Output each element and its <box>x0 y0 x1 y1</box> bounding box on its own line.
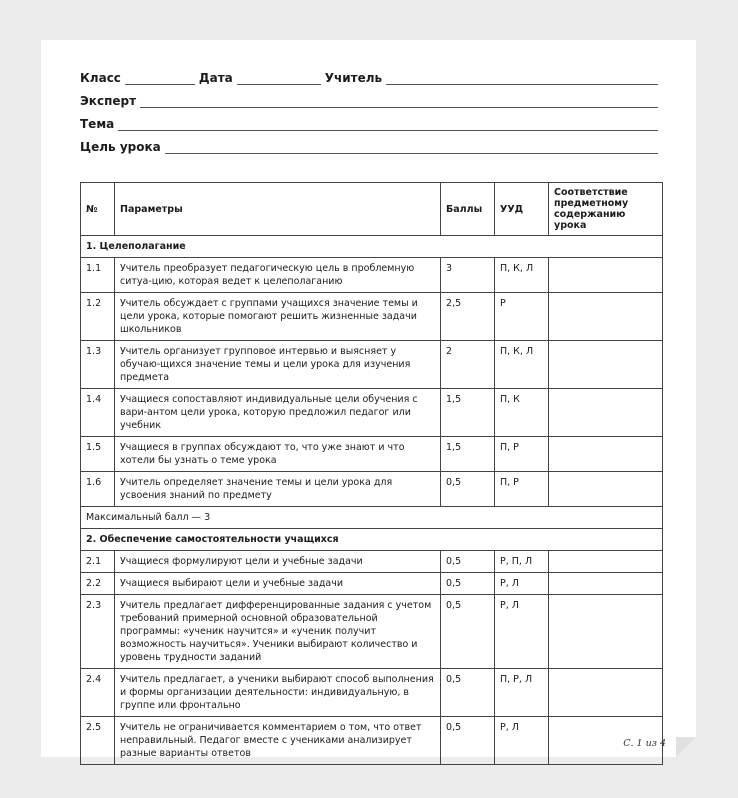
topic-field[interactable] <box>118 118 658 131</box>
date-label: Дата <box>198 71 233 85</box>
row-num: 1.2 <box>81 293 115 341</box>
row-num: 1.5 <box>81 437 115 472</box>
section-title: 1. Целеполагание <box>81 236 663 258</box>
table-row <box>81 389 663 437</box>
teacher-field[interactable] <box>386 72 658 85</box>
topic-label: Тема <box>80 117 115 131</box>
row-score: 0,5 <box>441 551 495 573</box>
row-param: Учитель организует групповое интервью и выясняет у обучаю-щихся значение темы и цели урока для изучения предмета <box>115 341 441 389</box>
row-correspondence[interactable] <box>549 595 663 669</box>
row-num: 1.1 <box>81 258 115 293</box>
row-uud: П, Р <box>495 472 549 507</box>
row-uud: П, К, Л <box>495 258 549 293</box>
row-param: Учитель не ограничивается комментарием о том, что ответ неправильный. Педагог вместе с учениками анализирует разные варианты ответов <box>115 717 441 765</box>
row-score: 2 <box>441 341 495 389</box>
row-param: Учащиеся в группах обсуждают то, что уже знают и что хотели бы узнать о теме урока <box>115 437 441 472</box>
row-param: Учитель предлагает, а ученики выбирают способ выполнения и формы организации деятельности: индивидуальную, в группе или фронтально <box>115 669 441 717</box>
document-page <box>41 40 696 757</box>
col-header-score: Баллы <box>441 183 495 236</box>
row-num: 2.5 <box>81 717 115 765</box>
col-header-params: Параметры <box>115 183 441 236</box>
row-score: 0,5 <box>441 669 495 717</box>
row-num: 2.4 <box>81 669 115 717</box>
row-correspondence[interactable] <box>549 551 663 573</box>
row-param: Учитель преобразует педагогическую цель в проблемную ситуа-цию, которая ведет к целеполаганию <box>115 258 441 293</box>
row-uud: Р, Л <box>495 573 549 595</box>
header-row-class <box>80 69 658 85</box>
row-correspondence[interactable] <box>549 293 663 341</box>
row-num: 1.3 <box>81 341 115 389</box>
goal-label: Цель урока <box>80 140 161 154</box>
row-num: 2.1 <box>81 551 115 573</box>
class-label: Класс <box>80 71 121 85</box>
table-row <box>81 669 663 717</box>
row-score: 0,5 <box>441 595 495 669</box>
row-correspondence[interactable] <box>549 669 663 717</box>
row-uud: П, Р <box>495 437 549 472</box>
row-uud: П, К <box>495 389 549 437</box>
table-row <box>81 293 663 341</box>
row-correspondence[interactable] <box>549 258 663 293</box>
max-score-row <box>81 507 663 529</box>
row-score: 1,5 <box>441 437 495 472</box>
row-correspondence[interactable] <box>549 573 663 595</box>
section-row <box>81 236 663 258</box>
row-num: 1.4 <box>81 389 115 437</box>
header-row-goal <box>80 138 658 154</box>
row-param: Учащиеся сопоставляют индивидуальные цели обучения с вари-антом цели урока, которую предложил педагог или учебник <box>115 389 441 437</box>
header-row-topic <box>80 115 658 131</box>
table-row <box>81 258 663 293</box>
row-uud: Р, Л <box>495 595 549 669</box>
row-uud: Р, Л <box>495 717 549 765</box>
table-row <box>81 341 663 389</box>
table-row <box>81 472 663 507</box>
table-header-row <box>81 183 663 236</box>
row-num: 2.2 <box>81 573 115 595</box>
row-param: Учащиеся выбирают цели и учебные задачи <box>115 573 441 595</box>
col-header-uud: УУД <box>495 183 549 236</box>
row-score: 3 <box>441 258 495 293</box>
row-uud: П, Р, Л <box>495 669 549 717</box>
section-title: 2. Обеспечение самостоятельности учащихся <box>81 529 663 551</box>
row-param: Учитель обсуждает с группами учащихся значение темы и цели урока, которые помогают решить жизненные задачи школьников <box>115 293 441 341</box>
row-param: Учитель предлагает дифференцированные задания с учетом требований примерной основной образовательной программы: «ученик научится» и «ученик получит возможность научиться». Ученики выбирают количество и уровень трудности заданий <box>115 595 441 669</box>
row-correspondence[interactable] <box>549 437 663 472</box>
row-score: 0,5 <box>441 717 495 765</box>
row-score: 2,5 <box>441 293 495 341</box>
page-number: С. 1 из 4 <box>623 738 666 749</box>
row-param: Учитель определяет значение темы и цели урока для усвоения знаний по предмету <box>115 472 441 507</box>
row-score: 1,5 <box>441 389 495 437</box>
goal-field[interactable] <box>165 141 658 154</box>
table-row <box>81 573 663 595</box>
teacher-label: Учитель <box>324 71 383 85</box>
max-score: Максимальный балл — 3 <box>81 507 663 529</box>
evaluation-table <box>80 182 663 765</box>
col-header-correspondence: Соответствие предметному содержанию урока <box>549 183 663 236</box>
class-field[interactable] <box>125 72 195 85</box>
row-score: 0,5 <box>441 573 495 595</box>
row-num: 1.6 <box>81 472 115 507</box>
row-uud: П, К, Л <box>495 341 549 389</box>
row-num: 2.3 <box>81 595 115 669</box>
row-correspondence[interactable] <box>549 389 663 437</box>
header-row-expert <box>80 92 658 108</box>
table-row <box>81 595 663 669</box>
row-correspondence[interactable] <box>549 341 663 389</box>
date-field[interactable] <box>237 72 321 85</box>
row-uud: Р, П, Л <box>495 551 549 573</box>
row-uud: Р <box>495 293 549 341</box>
table-row <box>81 717 663 765</box>
col-header-num: № <box>81 183 115 236</box>
expert-field[interactable] <box>140 95 658 108</box>
section-row <box>81 529 663 551</box>
expert-label: Эксперт <box>80 94 137 108</box>
page-corner-fold <box>676 737 696 757</box>
row-correspondence[interactable] <box>549 472 663 507</box>
row-param: Учащиеся формулируют цели и учебные задачи <box>115 551 441 573</box>
table-row <box>81 551 663 573</box>
table-row <box>81 437 663 472</box>
row-score: 0,5 <box>441 472 495 507</box>
